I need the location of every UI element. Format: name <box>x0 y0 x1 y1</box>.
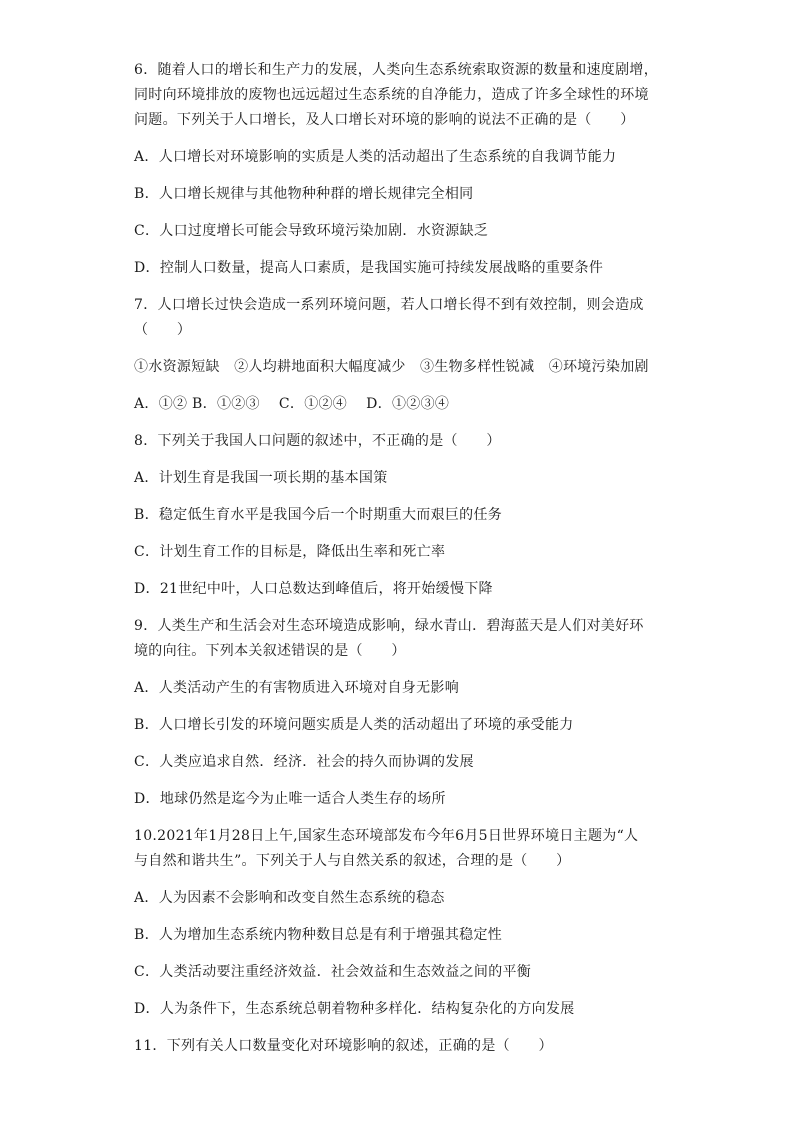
option-text: ①水资源短缺 ②人均耕地面积大幅度减少 ③生物多样性锐减 ④环境污染加剧 <box>134 359 649 375</box>
option-b <box>134 182 674 207</box>
stem-line: 8．下列关于我国人口问题的叙述中，不正确的是（ ） <box>134 433 501 449</box>
option-text: D．人为条件下，生态系统总朝着物种多样化．结构复杂化的方向发展 <box>134 1001 575 1017</box>
option-c <box>134 750 674 775</box>
option-text: A．人口增长对环境影响的实质是人类的活动超出了生态系统的自我调节能力 <box>134 149 617 165</box>
option-a <box>134 466 674 491</box>
option-text: A．人类活动产生的有害物质进入环境对自身无影响 <box>134 680 460 696</box>
question-7-items <box>134 355 674 380</box>
stem-line: 11．下列有关人口数量变化对环境影响的叙述，正确的是（ ） <box>134 1038 553 1054</box>
option-text: B．人为增加生态系统内物种数目总是有利于增强其稳定性 <box>134 927 503 943</box>
option-text: B．人口增长规律与其他物种种群的增长规律完全相同 <box>134 186 474 202</box>
option-b <box>134 713 674 738</box>
question-10 <box>134 824 674 874</box>
option-text: B．稳定低生育水平是我国今后一个时期重大而艰巨的任务 <box>134 507 503 523</box>
option-d <box>134 577 674 602</box>
option-text: C．计划生育工作的目标是，降低出生率和死亡率 <box>134 544 446 560</box>
question-7-choices <box>134 392 674 417</box>
option-text: A．①② B．①②③ C．①②④ D．①②③④ <box>134 396 450 412</box>
option-d <box>134 256 674 281</box>
question-8 <box>134 429 674 454</box>
option-d <box>134 997 674 1022</box>
option-text: C．人口过度增长可能会导致环境污染加剧．水资源缺乏 <box>134 223 489 239</box>
option-b <box>134 503 674 528</box>
option-a <box>134 886 674 911</box>
question-6 <box>134 58 674 133</box>
stem-line: 境的向往。下列本关叙述错误的是（ ） <box>134 643 406 659</box>
option-text: D．21世纪中叶，人口总数达到峰值后，将开始缓慢下降 <box>134 581 493 597</box>
stem-line: 9．人类生产和生活会对生态环境造成影响，绿水青山．碧海蓝天是人们对美好环 <box>134 618 644 634</box>
option-d <box>134 787 674 812</box>
question-stem <box>134 58 674 133</box>
option-text: A．人为因素不会影响和改变自然生态系统的稳态 <box>134 890 445 906</box>
option-text: D．控制人口数量，提高人口素质，是我国实施可持续发展战略的重要条件 <box>134 260 604 276</box>
stem-line: （ ） <box>134 322 192 338</box>
stem-line: 10.2021年1月28日上午,国家生态环境部发布今年6月5日世界环境日主题为“人 <box>134 828 639 844</box>
option-text: B．人口增长引发的环境问题实质是人类的活动超出了环境的承受能力 <box>134 717 574 733</box>
stem-line: 与自然和谐共生”。下列关于人与自然关系的叙述，合理的是（ ） <box>134 853 571 869</box>
option-c <box>134 219 674 244</box>
question-11 <box>134 1034 674 1059</box>
stem-line: 7．人口增长过快会造成一系列环境问题，若人口增长得不到有效控制，则会造成 <box>134 297 644 313</box>
stem-line: 6．随着人口的增长和生产力的发展，人类向生态系统索取资源的数量和速度剧增， <box>134 62 659 78</box>
option-text: A．计划生育是我国一项长期的基本国策 <box>134 470 388 486</box>
option-b <box>134 923 674 948</box>
stem-line: 同时向环境排放的废物也远远超过生态系统的自净能力，造成了许多全球性的环境 <box>134 87 649 103</box>
option-a <box>134 145 674 170</box>
question-9 <box>134 614 674 664</box>
option-c <box>134 540 674 565</box>
stem-line: 问题。下列关于人口增长，及人口增长对环境的影响的说法不正确的是（ ） <box>134 112 635 128</box>
question-7 <box>134 293 674 343</box>
option-text: C．人类活动要注重经济效益．社会效益和生态效益之间的平衡 <box>134 964 532 980</box>
option-text: C．人类应追求自然．经济．社会的持久而协调的发展 <box>134 754 474 770</box>
option-c <box>134 960 674 985</box>
option-a <box>134 676 674 701</box>
option-text: D．地球仍然是迄今为止唯一适合人类生存的场所 <box>134 791 446 807</box>
